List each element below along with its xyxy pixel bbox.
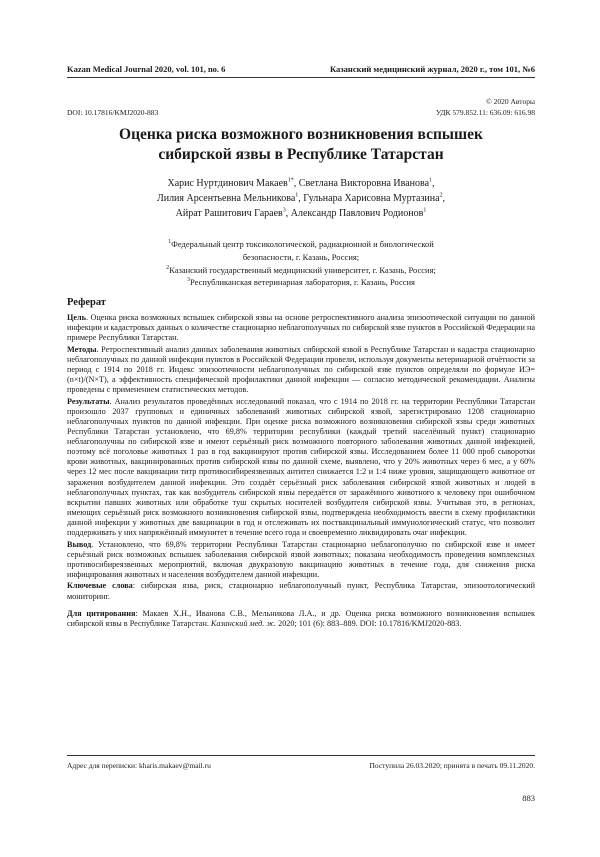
author-affiliation-marker: 3 (282, 207, 286, 214)
affiliation-text: Республиканская ветеринарная лаборатория, г. Казань, Россия (190, 277, 415, 288)
section-label: Ключевые слова (67, 581, 133, 591)
author-name: Светлана Викторовна Иванова (298, 178, 430, 189)
author-affiliation-marker: 2 (439, 192, 443, 199)
section-label: Для цитирования (67, 608, 136, 618)
footer-rule (67, 755, 535, 756)
citation-text: : Макаев Х.Н., Иванова С.В., Мельникова Л.А., и др. Оценка риска возможного возникновения вспышек сибирской язвы в Республике Татарстан. (67, 608, 536, 628)
author-name: Айрат Рашитович Гараев (175, 208, 283, 219)
section-text: . Оценка риска возможных вспышек сибирской язвы на основе ретроспективного анализа эпизоотической ситуации по данной инфекции и кадастровых данных о количестве стационарно неблагополучных по сибирской язве пунктов в Российской Федерации на примере Республики Татарстан. (67, 313, 535, 343)
author-line: Айрат Рашитович Гараев$^3$, Александр Павлович Родионов$^1$ (175, 207, 427, 219)
page-number: 883 (522, 793, 535, 803)
section-label: Цель (67, 313, 86, 322)
header-rule (67, 77, 535, 78)
affiliation-item: безопасности, г. Казань, Россия; (242, 251, 360, 262)
section-text: . Анализ результатов проведённых исследований показал, что с 1914 по 2018 гг. на территории Республики Татарстан произошло 2037 групповых и единичных заболеваний животных сибирской язвой, зарегистрировано 1208 стационарно неблагополучных пунктов по данной инфекции. При оценке риска возможного возникновения сибирской язвы среди животных Республики Татарстан установлено, что 69,8% территории республики (каждый третий населённый пункт) стационарно неблагополучны по сибирской язве и имеют серьёзный риск возможного повторного заболевания животных данной инфекцией, поэтому всё поголовье животных 1 раз в год вакцинируют против сибирской язвы. Исследованием более 11 000 проб сыворотки крови животных, вакцинированных против сибирской язвы по данной схеме, выявлено, что у 20% животных через 6 мес, а у 60% через 12 мес после вакцинации титр противосибиреязвенных антител снижается 1:2 и 1:4 ниже уровня, защищающего животное от заражения возбудителем данной инфекции. Это создаёт серьёзный риск заболевания сибирской язвой животных и людей в неблагополучных пунктах, так как возбудитель сибирской язвы передаётся от заражённого животного к человеку при ошибочном вскрытии павших животных или обработке туш скрытых носителей возбудителя сибирской язвы. Учитывая это, в регионах, имеющих серьёзный риск возможного возникновения сибирской язвы, подтверждена необходимость ввести в схему профилактики данной инфекции у животных две вакцинации в год и отслеживать их поствакцинальный иммунологический статус, что позволит поддерживать у них напряжённый иммунитет в течение всего года и своевременно ликвидировать очаг инфекции. (67, 396, 535, 537)
section-text: : сибирская язва, риск, стационарно неблагополучный пункт, Республика Татарстан, эпизоотологический мониторинг. (67, 581, 535, 601)
affiliation-item (67, 238, 535, 251)
journal-name-ru: Казанский медицинский журнал, 2020 г., том 101, №6 (329, 64, 535, 74)
abstract-results (67, 397, 535, 538)
section-label: Вывод (67, 539, 92, 549)
abstract-methods (67, 345, 535, 395)
article-title (67, 125, 535, 165)
doi-udk-row (67, 108, 535, 117)
received-date: Поступила 26.03.2020; принята в печать 09.11.2020. (369, 761, 535, 770)
citation-block (67, 609, 535, 629)
affiliation-text: Казанский государственный медицинский университет, г. Казань, Россия; (169, 264, 436, 275)
author-line: Лилия Арсентьевна Мельникова$^1$, Гульнара Харисовна Муртазина$^2$, (156, 192, 446, 204)
author-affiliation-marker: 1 (429, 177, 433, 184)
running-header (67, 64, 535, 74)
title-line: Оценка риска возможного возникновения вспышек (119, 126, 483, 143)
author-name: Лилия Арсентьевна Мельникова (156, 193, 296, 204)
affiliation-item (67, 276, 535, 289)
section-text: . Установлено, что 69,8% территории Республики Татарстан стационарно неблагополучно по сибирской язве и имеет серьёзный риск возможных вспышек заболевания сибирской язвой животных; показана необходимость проведения комплексных противосибиреязвенных мероприятий, включая двукразовую вакцинацию животных в течение года, для снижения риска инфицирования животных и населения возбудителем данной инфекции. (67, 539, 535, 579)
affiliation-marker: 3 (187, 277, 191, 284)
abstract-aim (67, 313, 535, 343)
author-name: Харис Нуртдинович Макаев (167, 178, 288, 189)
author-list (67, 176, 535, 221)
author-name: Александр Павлович Родионов (290, 208, 424, 219)
correspondence-address: Адрес для переписки: kharis.makaev@mail.ru (67, 761, 211, 770)
affiliation-text: Федеральный центр токсикологической, радиационной и биологической (171, 239, 434, 249)
author-line: Харис Нуртдинович Макаев$^{1*}$, Светлана Викторовна Иванова$^1$, (167, 177, 435, 189)
abstract-conclusion (67, 540, 535, 580)
abstract-keywords (67, 581, 535, 601)
copyright-notice: © 2020 Авторы (486, 97, 535, 106)
citation-journal: Казанский мед. ж. (210, 618, 277, 628)
title-line: сибирской язвы в Республике Татарстан (158, 146, 444, 163)
section-label: Результаты (67, 396, 110, 406)
section-label: Методы (67, 344, 97, 354)
abstract-heading: Реферат (67, 297, 106, 308)
journal-name-en: Kazan Medical Journal 2020, vol. 101, no. 6 (67, 64, 226, 74)
citation-tail: 2020; 101 (6): 883–889. DOI: 10.17816/KMJ2020-883. (276, 618, 462, 628)
section-text: . Ретроспективный анализ данных заболевания животных сибирской язвой в Республике Татарстан и кадастра стационарно неблагополучных по данной инфекции пунктов в Российской Федерации провели, используя документы ветеринарной отчётности за период с 1914 по 2018 гг. Индекс эпизоотичности неблагополучных по сибирской язве пунктов определяли по формуле ИЭ=(n×t)/(N×T), а эффективность специфической профилактики данной инфекции — согласно методической рекомендации. Анализы проведены с применением статистических методов. (67, 344, 535, 395)
abstract-body (67, 313, 535, 629)
affiliation-marker: 2 (166, 264, 170, 271)
author-affiliation-marker: 1 (423, 207, 427, 214)
affiliation-marker: 1 (168, 239, 172, 246)
affiliation-item (67, 264, 535, 277)
affiliation-list (67, 238, 535, 289)
author-affiliation-marker: 1 (295, 192, 299, 199)
abstract-section (67, 297, 535, 630)
footer-row (67, 761, 535, 770)
author-name: Гульнара Харисовна Муртазина (303, 193, 440, 204)
udk-text: УДК 579.852.11: 636.09: 616.98 (435, 108, 535, 117)
doi-text: DOI: 10.17816/KMJ2020-883 (67, 108, 159, 117)
author-affiliation-marker: 1* (287, 177, 294, 184)
